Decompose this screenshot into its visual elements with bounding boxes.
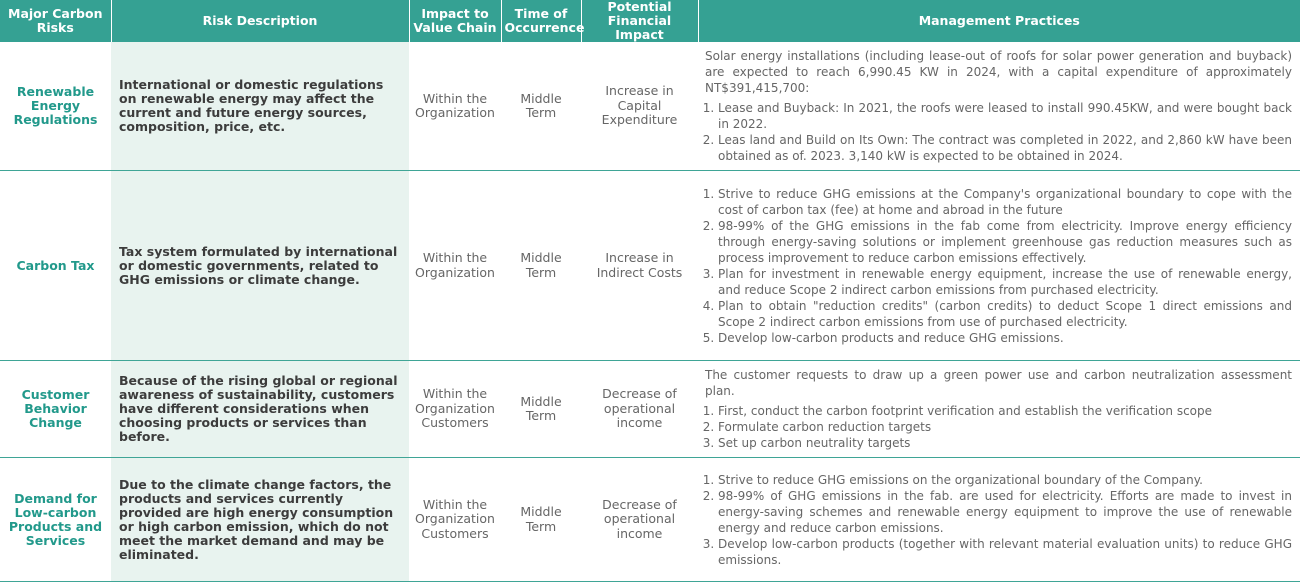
value-chain-impact: Within the Organization Customers <box>409 458 501 582</box>
list-item: 1. First, conduct the carbon footprint verification and establish the verification scope <box>718 403 1292 419</box>
header-row <box>0 0 1300 42</box>
list-item: 3. Develop low-carbon products (together with relevant material evaluation units) to reduce GHG emissions. <box>718 536 1292 568</box>
practices-list <box>705 403 1292 451</box>
list-item: 5. Develop low-carbon products and reduce GHG emissions. <box>718 330 1292 346</box>
list-item: 3. Set up carbon neutrality targets <box>718 435 1292 451</box>
list-item: 3. Plan for investment in renewable energy equipment, increase the use of renewable energy, and reduce Scope 2 indirect carbon emissions from purchased electricity. <box>718 266 1292 298</box>
table-row <box>0 361 1300 458</box>
financial-impact: Increase in Capital Expenditure <box>581 42 698 171</box>
practices-intro: The customer requests to draw up a green power use and carbon neutralization assessment plan. <box>705 368 1292 398</box>
header-description: Risk Description <box>111 0 409 42</box>
financial-impact: Decrease of operational income <box>581 458 698 582</box>
risk-name: Customer Behavior Change <box>0 361 111 458</box>
risk-name: Demand for Low-carbon Products and Services <box>0 458 111 582</box>
risk-name: Carbon Tax <box>0 171 111 361</box>
header-impact: Impact to Value Chain <box>409 0 501 42</box>
table-row <box>0 171 1300 361</box>
header-time: Time of Occurrence <box>501 0 581 42</box>
time-of-occurrence: Middle Term <box>501 361 581 458</box>
value-chain-impact: Within the Organization <box>409 171 501 361</box>
risk-description: Tax system formulated by international or domestic governments, related to GHG emissions or climate change. <box>111 171 409 361</box>
practices-list <box>705 100 1292 164</box>
risk-description: Because of the rising global or regional awareness of sustainability, customers have different considerations when choosing products or services than before. <box>111 361 409 458</box>
management-practices <box>698 458 1300 582</box>
risk-description: International or domestic regulations on renewable energy may affect the current and future energy sources, composition, price, etc. <box>111 42 409 171</box>
list-item: 4. Plan to obtain "reduction credits" (carbon credits) to deduct Scope 1 direct emissions and Scope 2 indirect carbon emissions from use of purchased electricity. <box>718 298 1292 330</box>
management-practices <box>698 171 1300 361</box>
risk-description: Due to the climate change factors, the products and services currently provided are high energy consumption or high carbon emission, which do not meet the market demand and may be eliminated. <box>111 458 409 582</box>
list-item: 2. Formulate carbon reduction targets <box>718 419 1292 435</box>
value-chain-impact: Within the Organization Customers <box>409 361 501 458</box>
header-management: Management Practices <box>698 0 1300 42</box>
table-row <box>0 458 1300 582</box>
management-practices <box>698 42 1300 171</box>
practices-intro: Solar energy installations (including lease-out of roofs for solar power generation and buyback) are expected to reach 6,990.45 KW in 2024, with a capital expenditure of approximately NT$391,415,700: <box>705 49 1292 95</box>
management-practices <box>698 361 1300 458</box>
risk-name: Renewable Energy Regulations <box>0 42 111 171</box>
time-of-occurrence: Middle Term <box>501 171 581 361</box>
time-of-occurrence: Middle Term <box>501 458 581 582</box>
financial-impact: Increase in Indirect Costs <box>581 171 698 361</box>
header-risk: Major Carbon Risks <box>0 0 111 42</box>
practices-list <box>705 186 1292 346</box>
list-item: 1. Lease and Buyback: In 2021, the roofs were leased to install 990.45KW, and were bought back in 2022. <box>718 100 1292 132</box>
header-financial: Potential Financial Impact <box>581 0 698 42</box>
financial-impact: Decrease of operational income <box>581 361 698 458</box>
value-chain-impact: Within the Organization <box>409 42 501 171</box>
list-item: 1. Strive to reduce GHG emissions on the organizational boundary of the Company. <box>718 472 1292 488</box>
list-item: 2. 98-99% of the GHG emissions in the fab come from electricity. Improve energy efficiency through energy-saving solutions or implement greenhouse gas reduction measures such as process improvement to reduce carbon emissions effectively. <box>718 218 1292 266</box>
time-of-occurrence: Middle Term <box>501 42 581 171</box>
list-item: 1. Strive to reduce GHG emissions at the Company's organizational boundary to cope with the cost of carbon tax (fee) at home and abroad in the future <box>718 186 1292 218</box>
table-row <box>0 42 1300 171</box>
list-item: 2. 98-99% of GHG emissions in the fab. are used for electricity. Efforts are made to invest in energy-saving schemes and renewable energy equipment to improve the use of renewable energy and reduce carbon emissions. <box>718 488 1292 536</box>
list-item: 2. Leas land and Build on Its Own: The contract was completed in 2022, and 2,860 kW have been obtained as of. 2023. 3,140 kW is expected to be obtained in 2024. <box>718 132 1292 164</box>
practices-list <box>705 472 1292 568</box>
